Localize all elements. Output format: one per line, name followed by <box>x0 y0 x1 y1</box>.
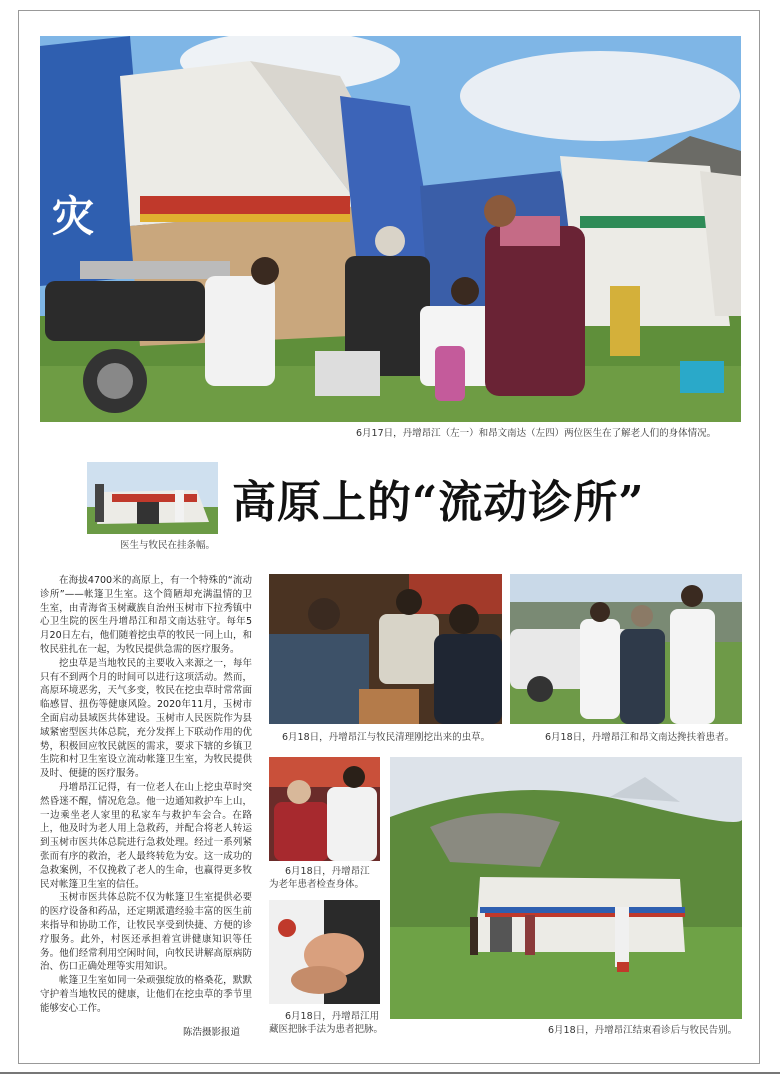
exam-photo-caption-line1: 6月18日，丹增昂江 <box>285 866 370 877</box>
tent-sign: 灾 <box>52 192 95 241</box>
exam-photo <box>269 757 380 861</box>
article-body <box>40 574 252 1016</box>
bottom-rule <box>0 1072 780 1074</box>
pulse-photo-caption-line1: 6月18日，丹增昂江用 <box>285 1011 380 1022</box>
herbs-photo <box>269 574 502 724</box>
headline: 高原上的“流动诊所” <box>232 477 645 528</box>
herbs-photo-caption: 6月18日，丹增昂江与牧民清理刚挖出来的虫草。 <box>282 732 491 743</box>
article-paragraph: 帐篷卫生室如同一朵顽强绽放的格桑花，默默守护着当地牧民的健康，让他们在挖虫草的季节里能够安心工作。 <box>40 975 252 1014</box>
thumb-photo-caption: 医生与牧民在挂条幅。 <box>120 540 216 551</box>
article-paragraph: 玉树市医共体总院不仅为帐篷卫生室提供必要的医疗设备和药品，还定期派遣经验丰富的医生前来指导和协助工作，让牧民享受到快捷、方便的诊疗服务。此外，村医还承担着宣讲健康知识等任务。他们经常利用空闲时间，向牧民讲解高原病防治、伤口正确处理等实用知识。 <box>40 892 252 973</box>
pulse-photo-caption-line2: 藏医把脉手法为患者把脉。 <box>269 1024 384 1035</box>
article-paragraph: 挖虫草是当地牧民的主要收入来源之一，每年只有不到两个月的时间可以进行这项活动。然而，高原环境恶劣，天气多变，牧民在挖虫草时常常面临感冒、扭伤等健康风险。2020年11月，玉树市全面启动县域医共体建设。玉树市人民医院作为县域紧密型医共体总院，充分发挥上下联动作用的优势，积极回应牧民就医的需求，要求下辖的乡镇卫生院和村卫生室设立流动帐篷卫生室，为牧民提供及时、便捷的医疗服务。 <box>40 657 252 780</box>
farewell-photo <box>390 757 742 1019</box>
article-paragraph: 在海拔4700米的高原上，有一个特殊的“流动诊所”——帐篷卫生室。这个简陋却充满温情的卫生室，由青海省玉树藏族自治州玉树市下拉秀镇中心卫生院的医生丹增昂江和昂文南达驻守。每年5月20日左右，他们随着挖虫草的牧民一同上山，和牧民驻扎在一起，为牧民提供急需的医疗服务。 <box>40 575 252 655</box>
pulse-photo <box>269 900 380 1004</box>
byline: 陈浩摄影报道 <box>182 1027 240 1038</box>
farewell-photo-caption: 6月18日，丹增昂江结束看诊后与牧民告别。 <box>548 1025 738 1036</box>
main-photo-caption: 6月17日，丹增昂江（左一）和昂文南达（左四）两位医生在了解老人们的身体情况。 <box>356 428 717 439</box>
support-photo-caption: 6月18日，丹增昂江和昂文南达搀扶着患者。 <box>545 732 735 743</box>
main-photo <box>40 36 741 422</box>
thumb-photo <box>87 462 218 534</box>
article-paragraph: 丹增昂江记得，有一位老人在山上挖虫草时突然昏迷不醒，情况危急。他一边通知救护车上山，一边乘坐老人家里的私家车与救护车会合。在路上，他及时为老人用上急救药，并配合将老人转运到玉树市医共体总院进行急救处理。经过一系列紧张而有序的救治，老人最终转危为安。这一成功的急救案例，不仅挽救了老人的生命，也赢得更多牧民对帐篷卫生室的信任。 <box>40 781 252 890</box>
support-photo <box>510 574 742 724</box>
exam-photo-caption-line2: 为老年患者检查身体。 <box>269 879 365 890</box>
